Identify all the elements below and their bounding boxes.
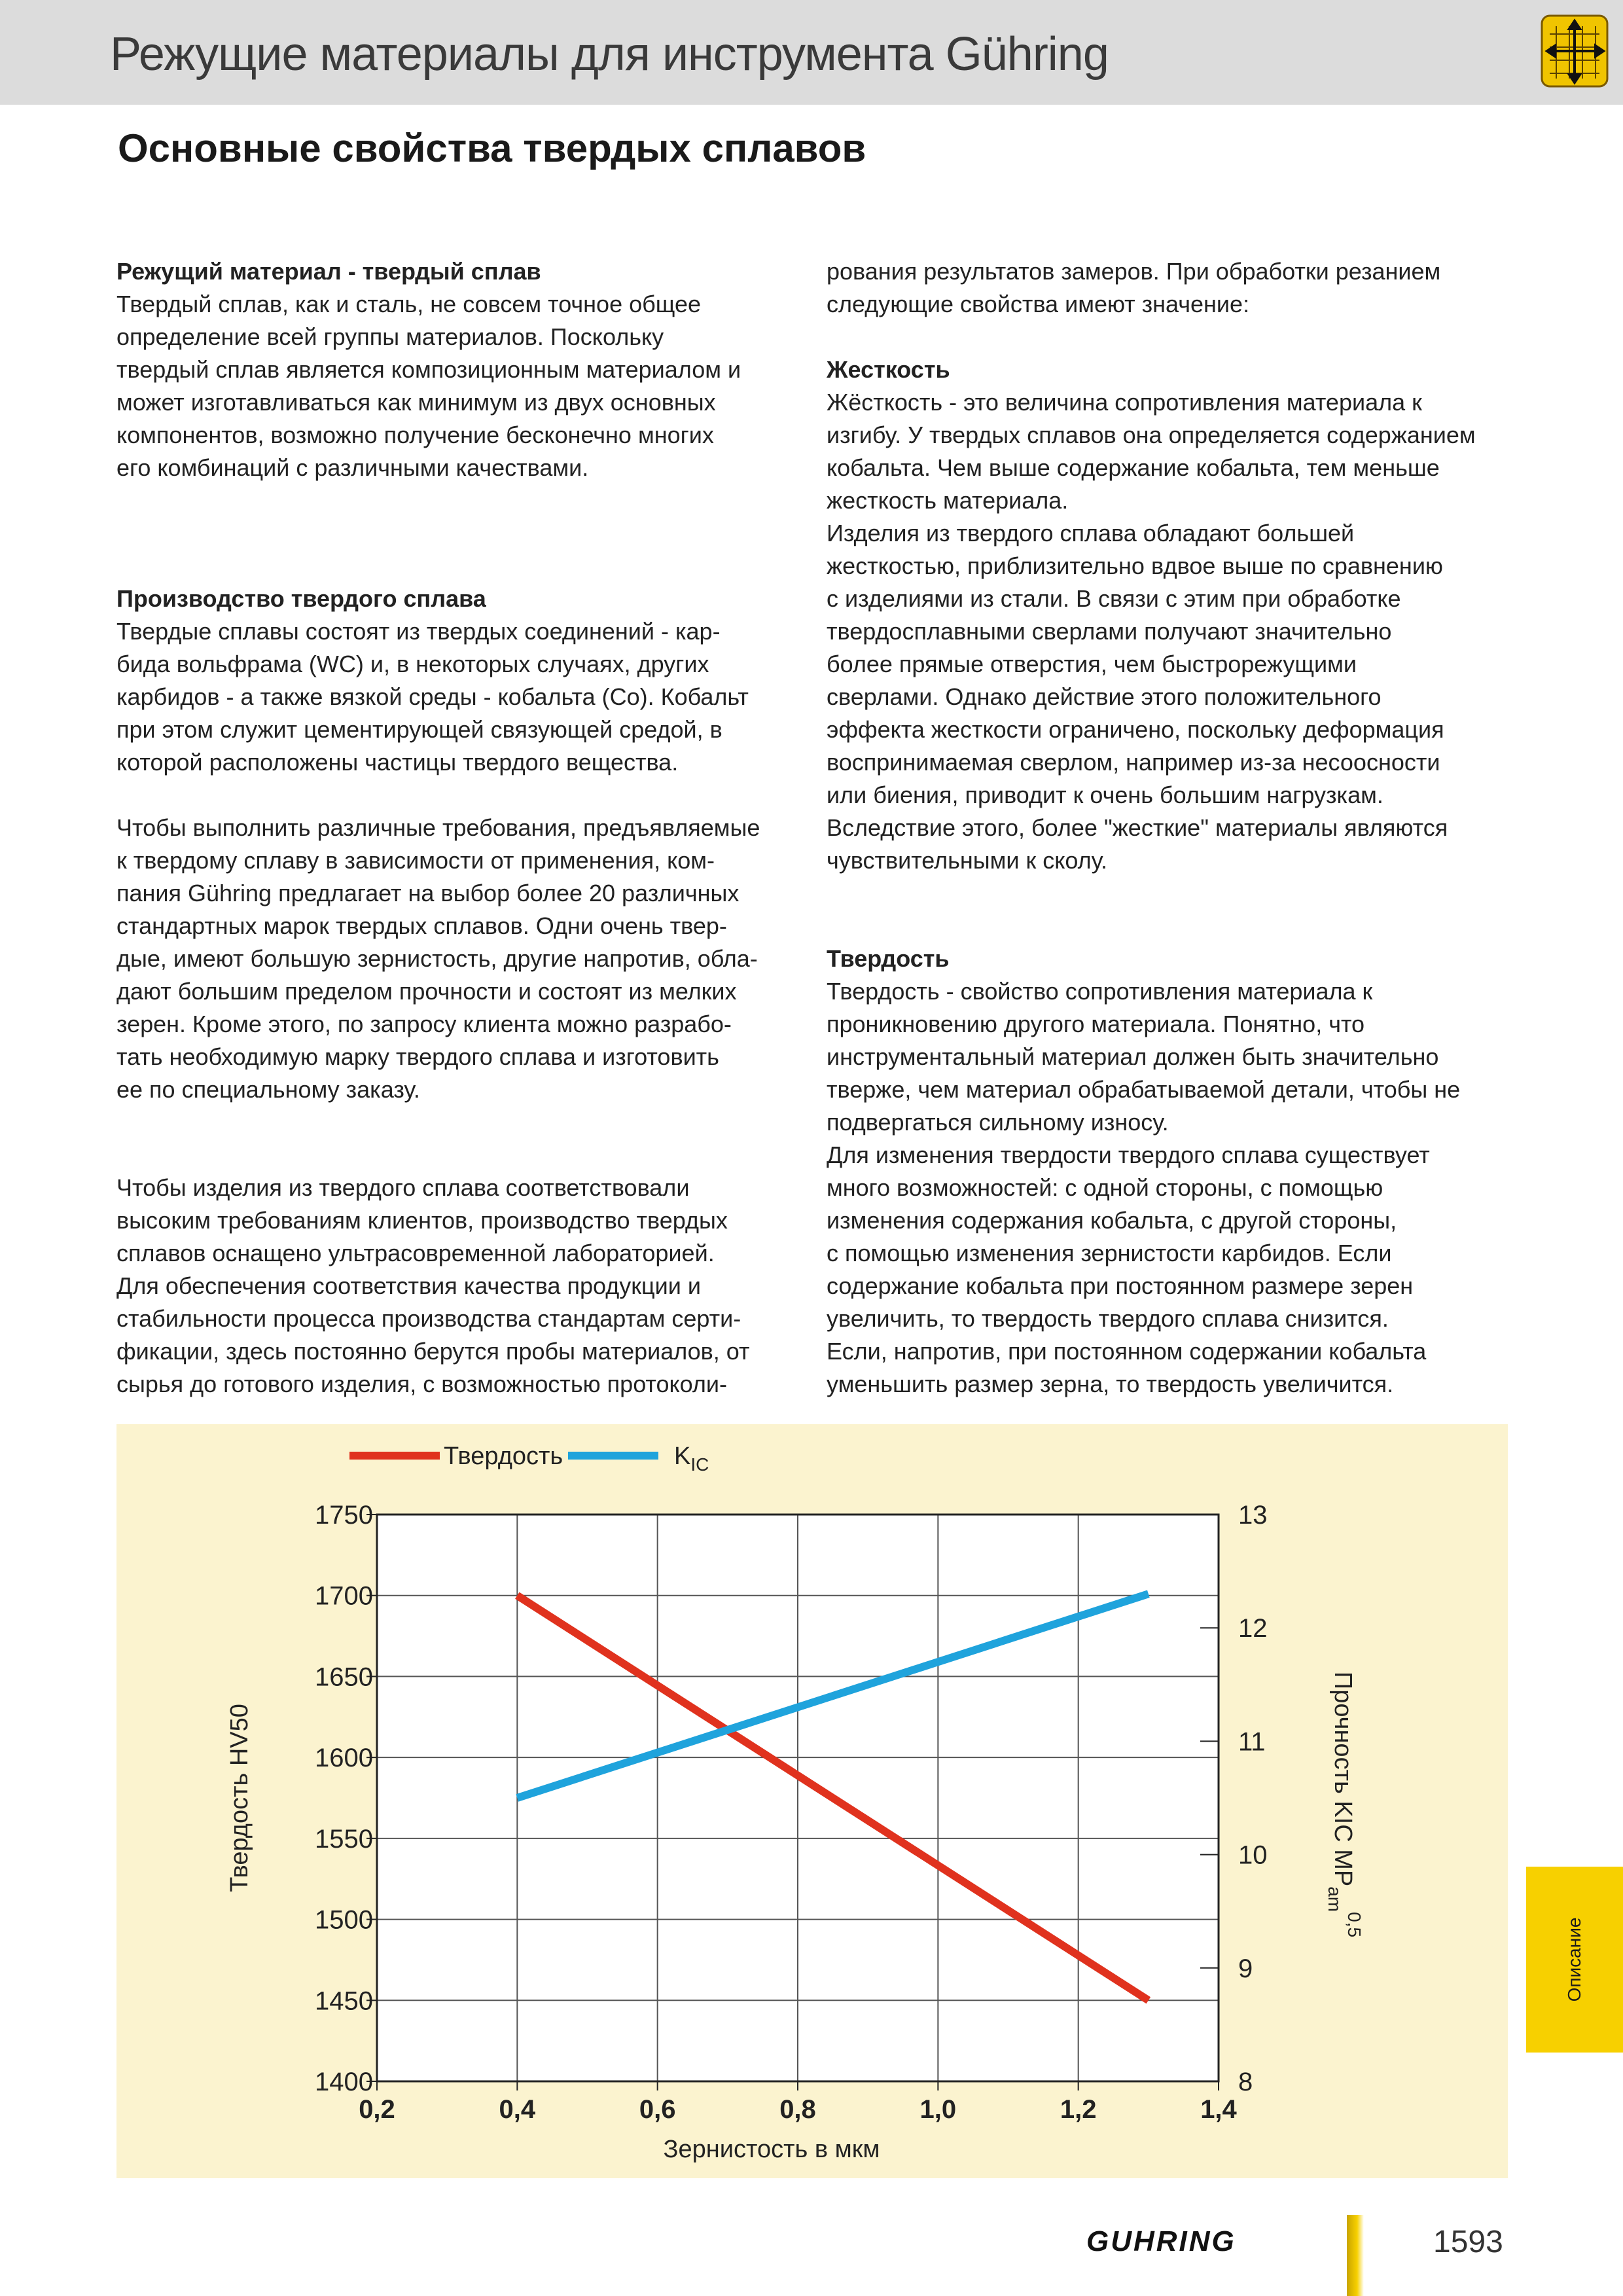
body-line: подвергаться сильному износу. (827, 1109, 1169, 1136)
y2-tick-label: 8 (1238, 2068, 1253, 2096)
section-heading: Режущий материал - твердый сплав (116, 258, 541, 285)
body-line: изгибу. У твердых сплавов она определяется содержанием (827, 422, 1476, 448)
body-line: его комбинаций с различными качествами. (116, 454, 589, 481)
legend-label-sub: IC (690, 1454, 709, 1475)
body-line: Твердый сплав, как и сталь, не совсем точное общее (116, 291, 702, 317)
body-line: более прямые отверстия, чем быстрорежущими (827, 651, 1357, 677)
body-line: проникновению другого материала. Понятно, что (827, 1011, 1365, 1037)
body-line: жесткостью, приблизительно вдвое выше по сравнению (827, 552, 1443, 579)
legend-label (674, 1443, 709, 1475)
side-tab[interactable] (1526, 1867, 1623, 2053)
body-line: дают большим пределом прочности и состоят из мелких (116, 978, 737, 1005)
y-tick-label: 1600 (315, 1744, 373, 1773)
body-line: кобальта. Чем выше содержание кобальта, тем меньше (827, 454, 1440, 481)
y2-tick-label: 11 (1238, 1727, 1266, 1757)
y2-tick-label: 12 (1238, 1614, 1268, 1643)
section-heading: Твердость (827, 945, 950, 972)
paragraph-gap (116, 550, 797, 583)
y2-axis-title-main: Прочность KIC MP (1329, 1671, 1357, 1887)
y2-tick-label: 13 (1238, 1501, 1268, 1530)
body-line: твердосплавными сверлами получают значительно (827, 618, 1392, 645)
y2-axis-title-sub: am (1325, 1886, 1345, 1912)
body-line: фикации, здесь постоянно берутся пробы материалов, от (116, 1338, 750, 1365)
body-line: сверлами. Однако действие этого положительного (827, 683, 1382, 710)
x-tick-label: 1,4 (1200, 2095, 1237, 2124)
header-title: Режущие материалы для инструмента Gühring (110, 28, 1109, 81)
body-line: может изготавливаться как минимум из двух основных (116, 389, 716, 416)
y-tick-label: 1400 (315, 2068, 373, 2096)
paragraph-gap (827, 321, 1507, 353)
section-heading: Жесткость (827, 356, 950, 383)
left-text-column (116, 255, 797, 1401)
body-line: уменьшить размер зерна, то твердость увеличится. (827, 1371, 1394, 1397)
right-text-column (827, 255, 1507, 1401)
body-line: определение всей группы материалов. Поскольку (116, 323, 664, 350)
body-line: воспринимаемая сверлом, например из-за несоосности (827, 749, 1440, 776)
body-line: Чтобы выполнить различные требования, предъявляемые (116, 814, 760, 841)
body-line: при этом служит цементирующей связующей средой, в (116, 716, 722, 743)
body-line: с помощью изменения зернистости карбидов. Если (827, 1240, 1392, 1266)
paragraph-gap (116, 484, 797, 550)
y2-axis-title (1325, 1672, 1364, 1937)
y-tick-label: 1700 (315, 1581, 373, 1611)
legend-label-main: K (674, 1443, 691, 1470)
body-line: бида вольфрама (WC) и, в некоторых случаях, других (116, 651, 709, 677)
body-line: Вследствие этого, более "жесткие" материалы являются (827, 814, 1448, 841)
body-line: много возможностей: с одной стороны, с помощью (827, 1174, 1383, 1201)
body-line: или биения, приводит к очень большим нагрузкам. (827, 781, 1383, 808)
y-tick-label: 1750 (315, 1501, 373, 1530)
x-tick-label: 0,6 (639, 2095, 676, 2124)
body-line: чувствительными к сколу. (827, 847, 1108, 874)
body-line: изменения содержания кобальта, с другой стороны, (827, 1207, 1397, 1234)
grain-size-chart (116, 1424, 1508, 2178)
body-line: Изделия из твердого сплава обладают большей (827, 520, 1355, 547)
section-heading: Производство твердого сплава (116, 585, 486, 612)
legend-label: Твердость (444, 1443, 563, 1470)
brand-accent-bar (1347, 2215, 1364, 2296)
body-line: стабильности процесса производства стандартам серти- (116, 1305, 741, 1332)
body-line: ее по специальному заказу. (116, 1076, 420, 1103)
body-line: зерен. Кроме этого, по запросу клиента можно разрабо- (116, 1011, 732, 1037)
body-line: Чтобы изделия из твердого сплава соответствовали (116, 1174, 690, 1201)
body-line: увеличить, то твердость твердого сплава снизится. (827, 1305, 1389, 1332)
y-tick-label: 1550 (315, 1824, 373, 1854)
y2-tick-label: 9 (1238, 1954, 1253, 1983)
body-line: инструментальный материал должен быть значительно (827, 1043, 1439, 1070)
body-line: следующие свойства имеют значение: (827, 291, 1250, 317)
body-line: Если, напротив, при постоянном содержании кобальта (827, 1338, 1427, 1365)
body-line: к твердому сплаву в зависимости от применения, ком- (116, 847, 715, 874)
x-tick-label: 0,8 (779, 2095, 816, 2124)
paragraph-gap (827, 877, 1507, 942)
y2-tick-label: 10 (1238, 1840, 1268, 1870)
body-line: сырья до готового изделия, с возможностью протоколи- (116, 1371, 728, 1397)
side-tab-label: Описание (1564, 1917, 1584, 2002)
y-tick-label: 1650 (315, 1662, 373, 1692)
body-line: тать необходимую марку твердого сплава и изготовить (116, 1043, 719, 1070)
body-line: пания Gühring предлагает на выбор более 20 различных (116, 880, 740, 906)
x-tick-label: 0,2 (359, 2095, 395, 2124)
y-tick-label: 1450 (315, 1986, 373, 2016)
x-tick-label: 1,2 (1060, 2095, 1097, 2124)
paragraph-gap (116, 779, 797, 812)
body-line: содержание кобальта при постоянном размере зерен (827, 1272, 1414, 1299)
body-line: с изделиями из стали. В связи с этим при обработке (827, 585, 1401, 612)
paragraph-gap (116, 1106, 797, 1172)
body-line: Твердость - свойство сопротивления материала к (827, 978, 1373, 1005)
x-tick-label: 0,4 (499, 2095, 536, 2124)
body-line: которой расположены частицы твердого вещества. (116, 749, 679, 776)
page-number: 1593 (1433, 2225, 1503, 2259)
brand-logo-text: GUHRING (1086, 2225, 1236, 2257)
body-line: дые, имеют большую зернистость, другие напротив, обла- (116, 945, 758, 972)
y-axis-title: Твердость HV50 (226, 1704, 253, 1892)
body-line: тверже, чем материал обрабатываемой детали, чтобы не (827, 1076, 1461, 1103)
y-tick-label: 1500 (315, 1905, 373, 1935)
body-line: Жёсткость - это величина сопротивления материала к (827, 389, 1422, 416)
chart-panel (116, 1424, 1508, 2178)
body-line: Для изменения твердости твердого сплава существует (827, 1141, 1430, 1168)
guhring-grid-logo-icon (1541, 14, 1609, 88)
x-axis-title: Зернистость в мкм (663, 2136, 880, 2163)
body-line: твердый сплав является композиционным материалом и (116, 356, 741, 383)
body-line: сплавов оснащено ультрасовременной лабораторией. (116, 1240, 715, 1266)
body-line: рования результатов замеров. При обработки резанием (827, 258, 1441, 285)
body-line: эффекта жесткости ограничено, поскольку деформация (827, 716, 1444, 743)
body-line: компонентов, возможно получение бесконечно многих (116, 422, 714, 448)
body-line: стандартных марок твердых сплавов. Одни очень твер- (116, 912, 727, 939)
body-line: карбидов - а также вязкой среды - кобальта (Co). Кобальт (116, 683, 749, 710)
body-line: Для обеспечения соответствия качества продукции и (116, 1272, 701, 1299)
x-tick-label: 1,0 (919, 2095, 957, 2124)
y2-axis-title-sup: 0,5 (1344, 1912, 1364, 1938)
body-line: высоким требованиям клиентов, производство твердых (116, 1207, 728, 1234)
body-line: жесткость материала. (827, 487, 1069, 514)
body-line: Твердые сплавы состоят из твердых соединений - кар- (116, 618, 721, 645)
page-title: Основные свойства твердых сплавов (118, 126, 866, 170)
